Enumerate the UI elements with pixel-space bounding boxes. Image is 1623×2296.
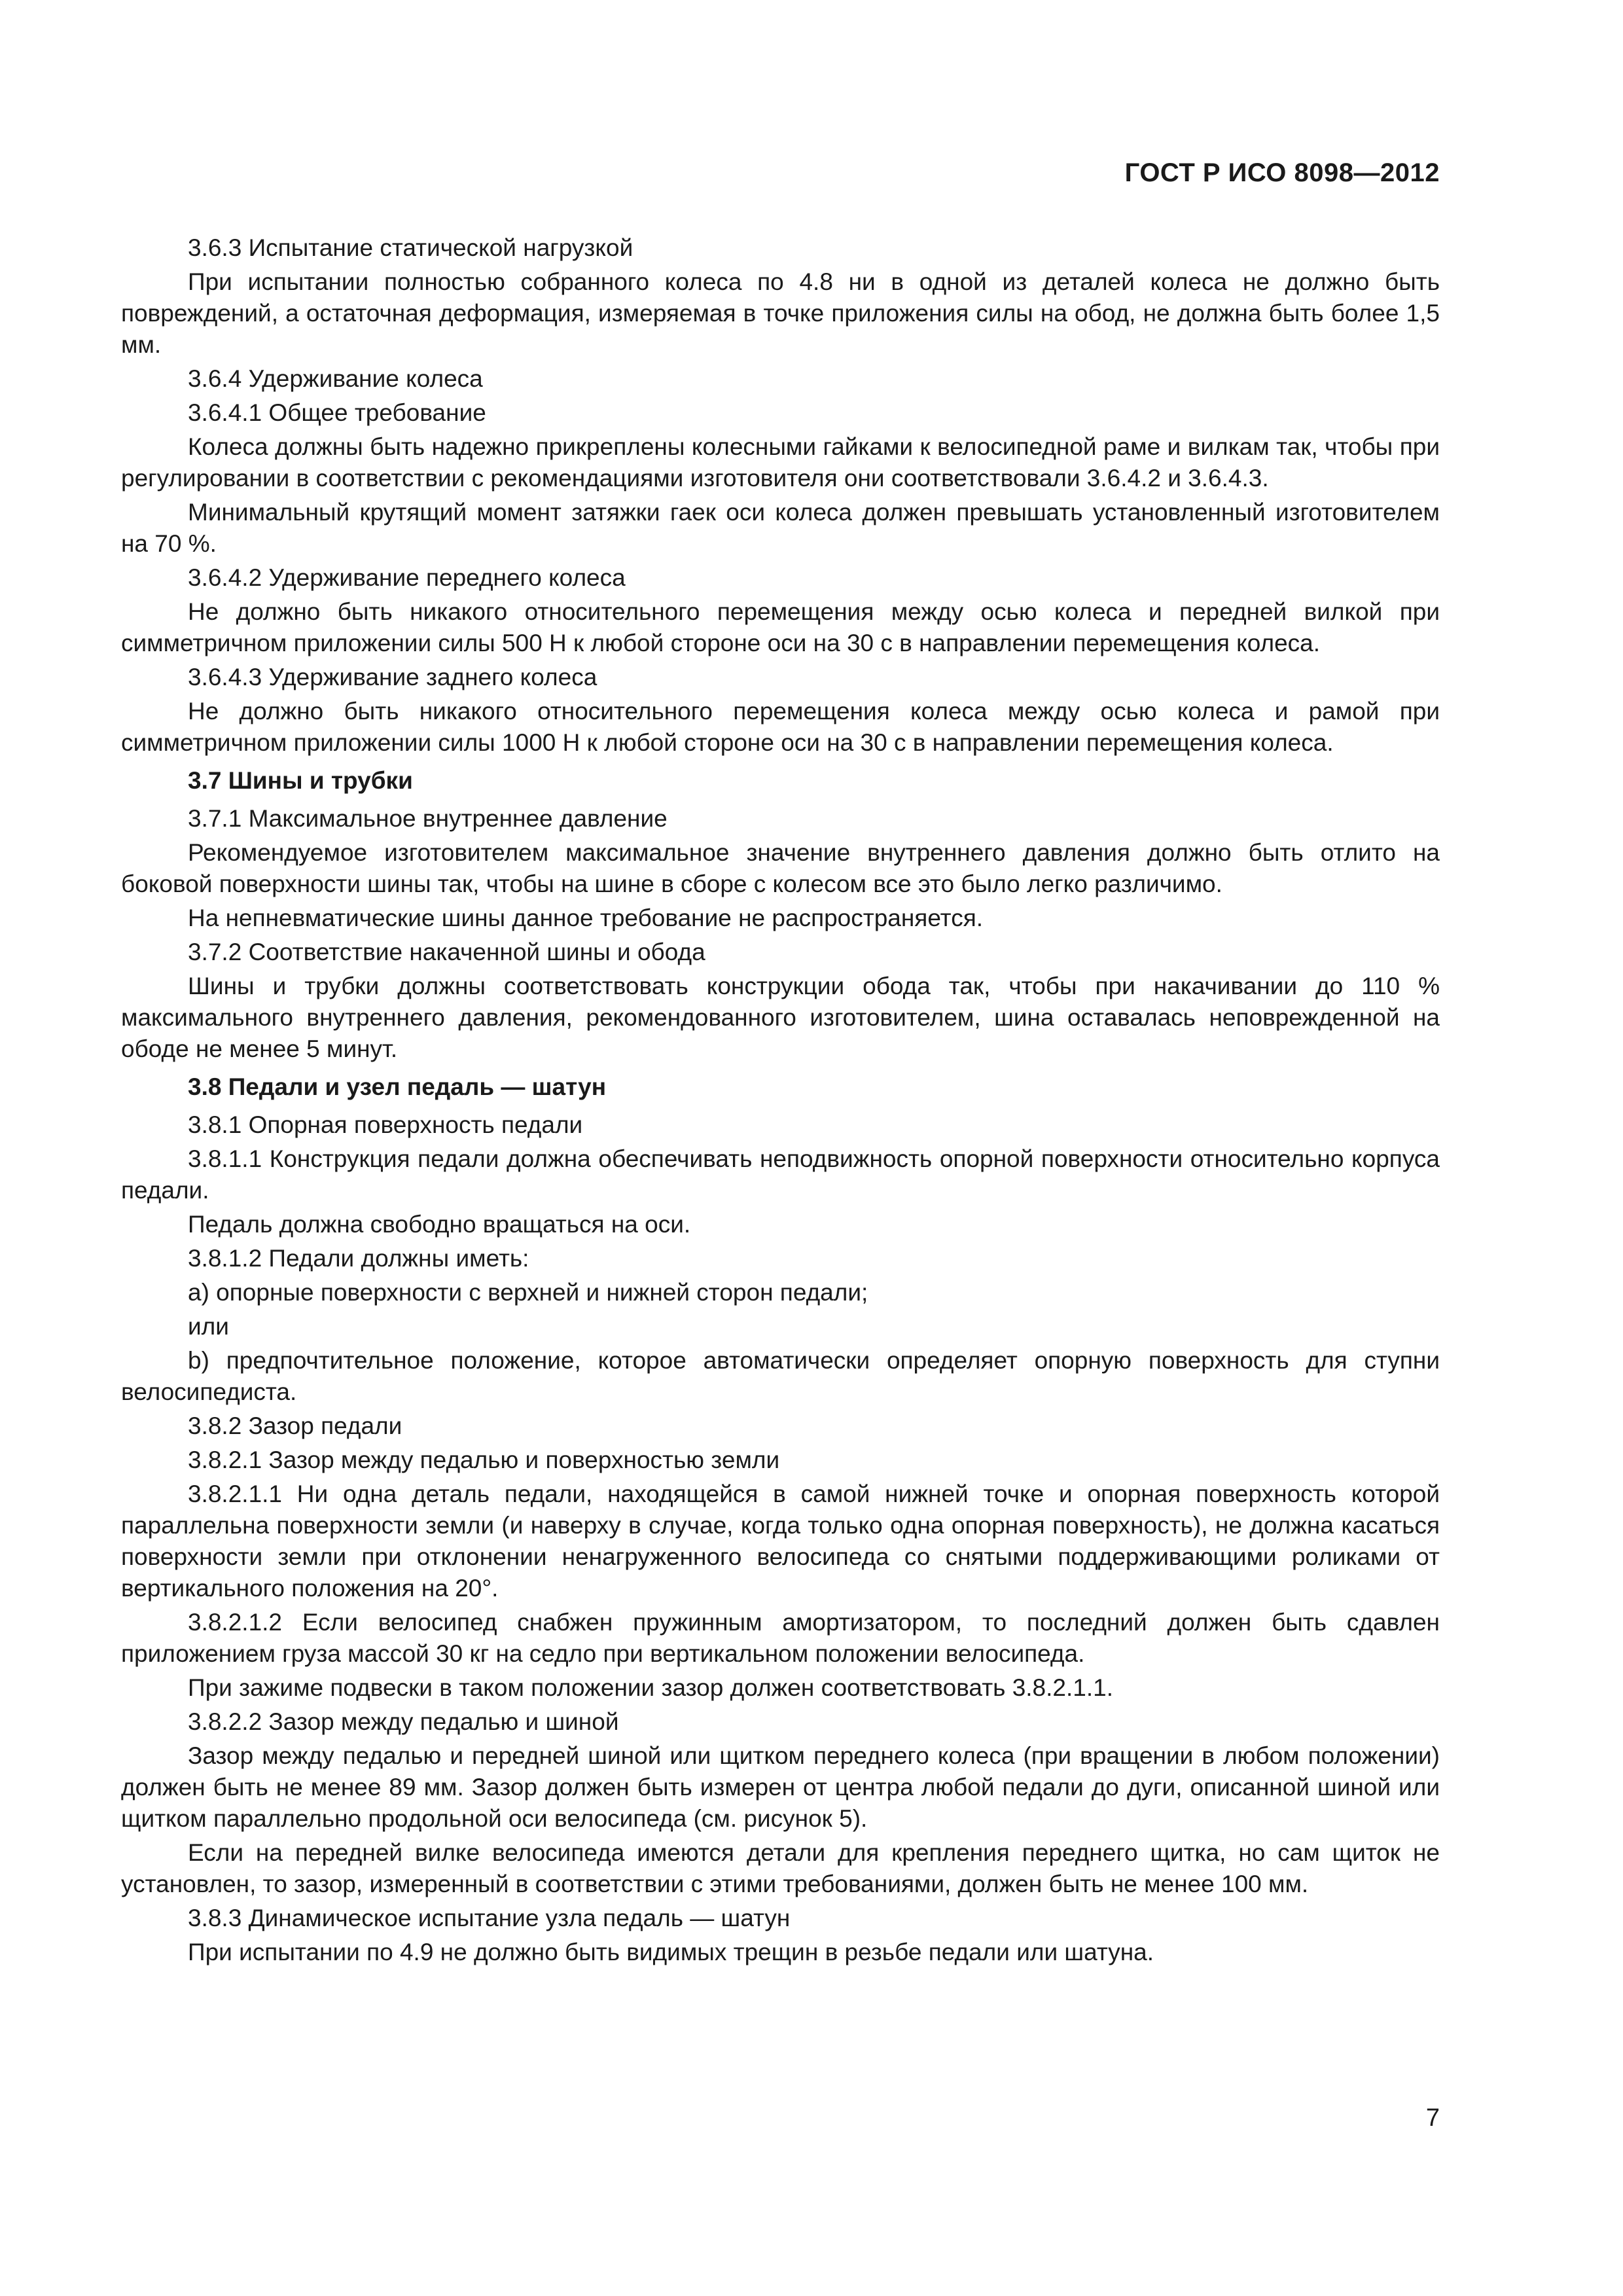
document-body: [121, 232, 1440, 1971]
section-3-8-heading: 3.8 Педали и узел педаль — шатун: [188, 1073, 607, 1100]
paragraph: Не должно быть никакого относительного перемещения между осью колеса и передней вилкой при симметричном приложении силы 500 Н к любой стороне оси на 30 с в направлении перемещения колеса.: [121, 598, 1440, 656]
section-3-6-4-3-title: 3.6.4.3 Удерживание заднего колеса: [188, 664, 597, 691]
paragraph: При испытании полностью собранного колеса по 4.8 ни в одной из деталей колеса не должно быть повреждений, а остаточная деформация, измеряемая в точке приложения силы на обод, не должна быть более 1,5 мм.: [121, 268, 1440, 358]
paragraph: Не должно быть никакого относительного перемещения колеса между осью колеса и рамой при симметричном приложении силы 1000 Н к любой стороне оси на 30 с в направлении перемещения колеса.: [121, 698, 1440, 756]
paragraph: Зазор между педалью и передней шиной или щитком переднего колеса (при вращении в любом положении) должен быть не менее 89 мм. Зазор должен быть измерен от центра любой педали до дуги, описанной шиной или щитком параллельно продольной оси велосипеда (см. рисунок 5).: [121, 1742, 1440, 1832]
paragraph: При зажиме подвески в таком положении зазор должен соответствовать 3.8.2.1.1.: [188, 1674, 1113, 1701]
list-connector: или: [188, 1313, 229, 1340]
paragraph: Шины и трубки должны соответствовать конструкции обода так, чтобы при накачивании до 110 % максимального внутреннего давления, рекомендованного изготовителем, шина оставалась неповрежденной на ободе не менее 5 минут.: [121, 973, 1440, 1062]
section-3-8-2-1-title: 3.8.2.1 Зазор между педалью и поверхностью земли: [188, 1446, 780, 1473]
list-item: а) опорные поверхности с верхней и нижней сторон педали;: [188, 1279, 868, 1306]
section-3-6-4-1-title: 3.6.4.1 Общее требование: [188, 399, 486, 426]
paragraph: При испытании по 4.9 не должно быть видимых трещин в резьбе педали или шатуна.: [188, 1939, 1154, 1965]
section-3-7-heading: 3.7 Шины и трубки: [188, 767, 413, 794]
section-3-8-2-title: 3.8.2 Зазор педали: [188, 1412, 402, 1439]
page-number: 7: [1425, 2104, 1440, 2132]
section-3-8-3-title: 3.8.3 Динамическое испытание узла педаль — шатун: [188, 1905, 791, 1931]
paragraph: Рекомендуемое изготовителем максимальное значение внутреннего давления должно быть отлито на боковой поверхности шины так, чтобы на шине в сборе с колесом все это было легко различимо.: [121, 839, 1440, 897]
document-code-header: ГОСТ Р ИСО 8098—2012: [1124, 158, 1440, 187]
section-3-6-4-2-title: 3.6.4.2 Удерживание переднего колеса: [188, 564, 626, 591]
paragraph: Педаль должна свободно вращаться на оси.: [188, 1211, 691, 1238]
section-3-8-1-title: 3.8.1 Опорная поверхность педали: [188, 1111, 583, 1138]
list-item: b) предпочтительное положение, которое автоматически определяет опорную поверхность для ступни велосипедиста.: [121, 1347, 1440, 1405]
section-3-8-2-2-title: 3.8.2.2 Зазор между педалью и шиной: [188, 1708, 619, 1735]
paragraph: Если на передней вилке велосипеда имеются детали для крепления переднего щитка, но сам щиток не установлен, то зазор, измеренный в соответствии с этими требованиями, должен быть не менее 100 мм.: [121, 1839, 1440, 1897]
section-3-6-4-title: 3.6.4 Удерживание колеса: [188, 365, 483, 392]
paragraph: 3.8.1.2 Педали должны иметь:: [188, 1245, 529, 1272]
paragraph: 3.8.2.1.1 Ни одна деталь педали, находящейся в самой нижней точке и опорная поверхность которой параллельна поверхности земли (и наверху в случае, когда только одна опорная поверхность), не должна касаться поверхности земли при отклонении ненагруженного велосипеда со снятыми поддерживающими роликами от вертикального положения на 20°.: [121, 1480, 1440, 1602]
paragraph: Минимальный крутящий момент затяжки гаек оси колеса должен превышать установленный изготовителем на 70 %.: [121, 499, 1440, 557]
paragraph: На непневматические шины данное требование не распространяется.: [188, 905, 984, 931]
section-3-7-2-title: 3.7.2 Соответствие накаченной шины и обода: [188, 939, 705, 965]
paragraph: 3.8.1.1 Конструкция педали должна обеспечивать неподвижность опорной поверхности относительно корпуса педали.: [121, 1145, 1440, 1204]
section-3-7-1-title: 3.7.1 Максимальное внутреннее давление: [188, 805, 668, 832]
section-3-6-3-title: 3.6.3 Испытание статической нагрузкой: [188, 234, 633, 261]
paragraph: 3.8.2.1.2 Если велосипед снабжен пружинным амортизатором, то последний должен быть сдавлен приложением груза массой 30 кг на седло при вертикальном положении велосипеда.: [121, 1609, 1440, 1667]
paragraph: Колеса должны быть надежно прикреплены колесными гайками к велосипедной раме и вилкам так, чтобы при регулировании в соответствии с рекомендациями изготовителя они соответствовали 3.6.4.2 и 3.6.4.3.: [121, 433, 1440, 492]
